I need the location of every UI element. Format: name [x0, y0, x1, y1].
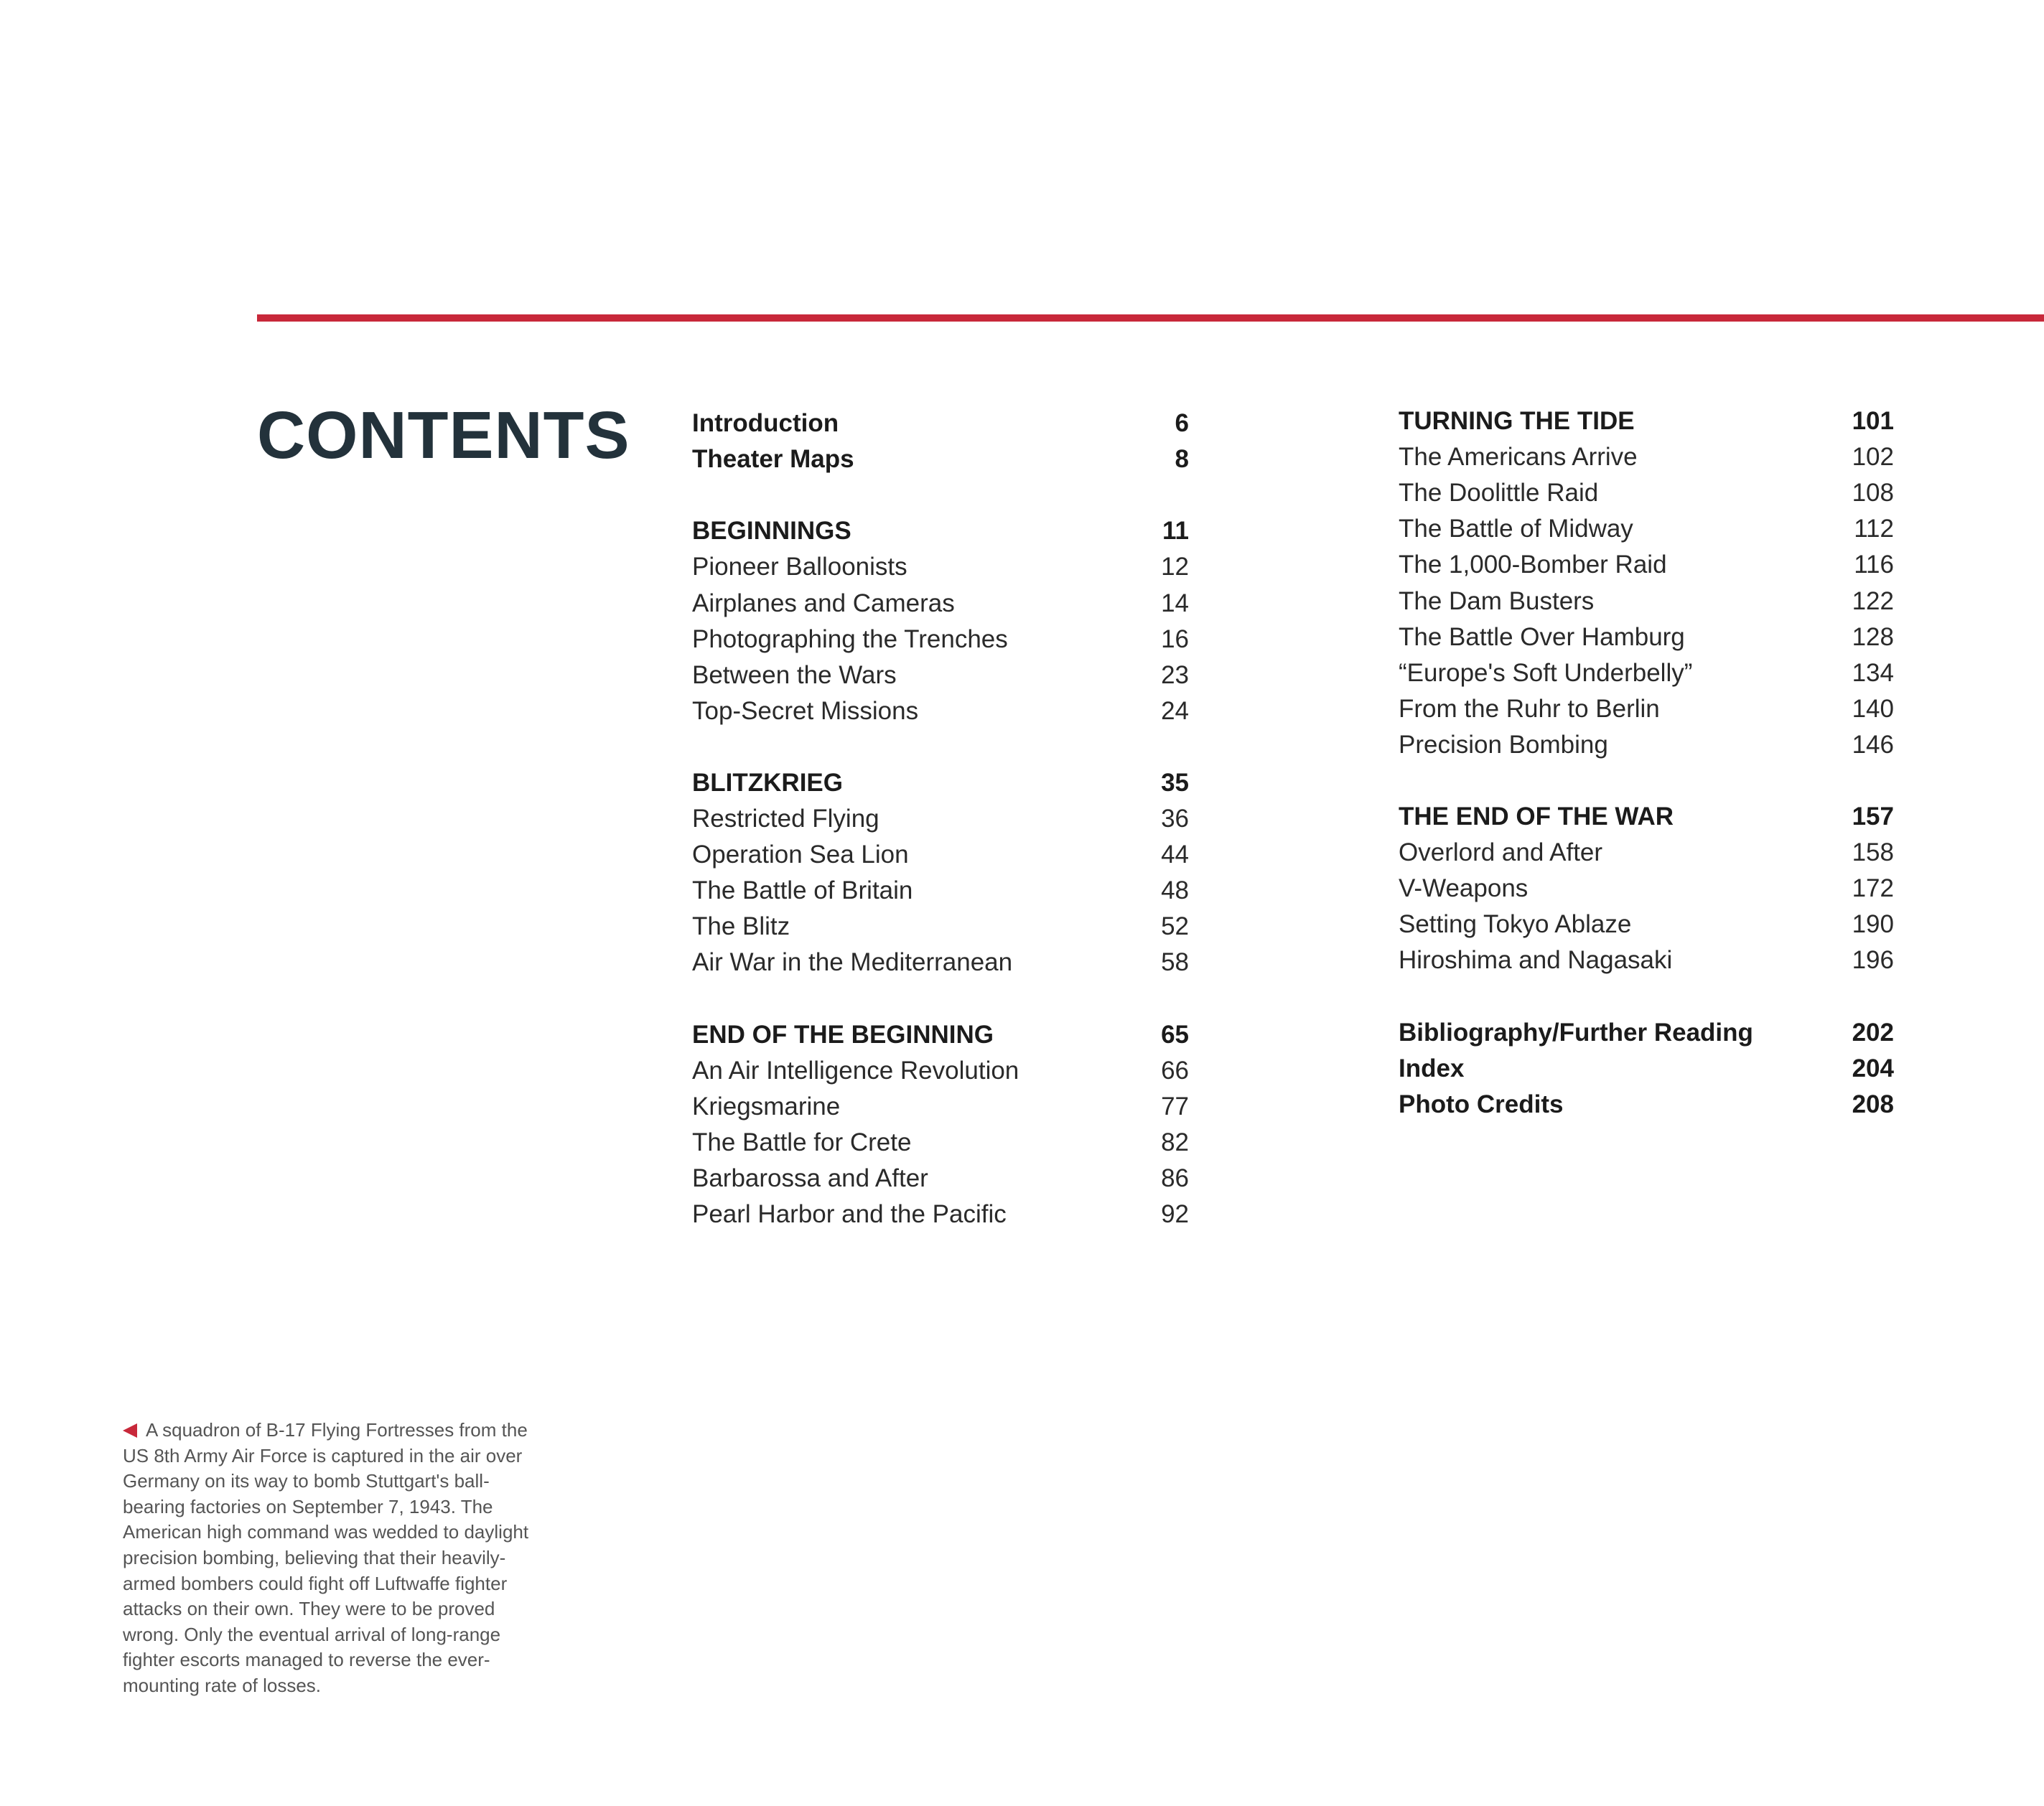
- page-title: CONTENTS: [257, 398, 630, 472]
- toc-page-number: 157: [1852, 803, 1894, 831]
- toc-entry-row: [1399, 511, 1894, 547]
- group-spacer: [1399, 763, 1894, 799]
- toc-page-number: 112: [1854, 515, 1894, 543]
- toc-entry-row: [692, 693, 1189, 729]
- toc-heading-row: [692, 513, 1189, 549]
- toc-heading-row: [1399, 403, 1894, 439]
- toc-entry-row: [1399, 942, 1894, 978]
- toc-heading-row: [692, 765, 1189, 801]
- toc-entry-row: [692, 801, 1189, 837]
- toc-entry-title: From the Ruhr to Berlin: [1399, 694, 1660, 723]
- toc-entry-row: [692, 1125, 1189, 1161]
- group-spacer: [1399, 979, 1894, 1015]
- toc-entry-row: [692, 585, 1189, 621]
- toc-page-number: 202: [1852, 1018, 1894, 1047]
- toc-entry-title: V-Weapons: [1399, 874, 1529, 903]
- toc-page-number: 77: [1161, 1092, 1189, 1120]
- toc-page-number: 128: [1852, 622, 1894, 651]
- toc-entry-title: The Battle of Midway: [1399, 515, 1633, 543]
- toc-page-number: 140: [1852, 694, 1894, 723]
- toc-page-number: 204: [1852, 1054, 1894, 1082]
- toc-entry-title: BLITZKRIEG: [692, 768, 843, 797]
- toc-entry-title: Air War in the Mediterranean: [692, 948, 1013, 977]
- toc-entry-row: [1399, 655, 1894, 691]
- toc-heading-row: [692, 406, 1189, 441]
- toc-entry-title: The Dam Busters: [1399, 586, 1595, 615]
- toc-entry-title: END OF THE BEGINNING: [692, 1020, 994, 1049]
- toc-entry-title: The Doolittle Raid: [1399, 479, 1599, 507]
- toc-entry-row: [1399, 691, 1894, 727]
- toc-entry-title: Operation Sea Lion: [692, 841, 909, 869]
- toc-page-number: 52: [1161, 912, 1189, 941]
- toc-page-number: 36: [1161, 805, 1189, 833]
- toc-page-number: 12: [1161, 553, 1189, 581]
- toc-page-number: 108: [1852, 479, 1894, 507]
- toc-entry-title: The Battle Over Hamburg: [1399, 622, 1685, 651]
- toc-entry-title: Restricted Flying: [692, 805, 879, 833]
- toc-entry-row: [1399, 547, 1894, 583]
- toc-entry-row: [692, 1053, 1189, 1089]
- toc-page-number: 65: [1161, 1020, 1189, 1049]
- toc-column-right: [1399, 403, 1894, 1123]
- toc-page-number: 58: [1161, 948, 1189, 977]
- toc-page-number: 208: [1852, 1090, 1894, 1118]
- toc-page-number: 16: [1161, 624, 1189, 653]
- toc-entry-title: Photo Credits: [1399, 1090, 1564, 1118]
- toc-entry-title: Setting Tokyo Ablaze: [1399, 910, 1632, 939]
- toc-entry-title: The Blitz: [692, 912, 790, 941]
- toc-entry-row: [692, 658, 1189, 693]
- toc-entry-row: [1399, 727, 1894, 763]
- toc-page-number: 92: [1161, 1200, 1189, 1229]
- toc-heading-row: [692, 441, 1189, 477]
- toc-page-number: 86: [1161, 1164, 1189, 1193]
- toc-entry-row: [692, 837, 1189, 873]
- toc-entry-row: [1399, 835, 1894, 871]
- toc-page-number: 190: [1852, 910, 1894, 939]
- toc-entry-row: [692, 1197, 1189, 1232]
- toc-page-number: 44: [1161, 841, 1189, 869]
- toc-page-number: 24: [1161, 696, 1189, 725]
- toc-entry-row: [1399, 619, 1894, 655]
- toc-entry-row: [692, 549, 1189, 585]
- toc-entry-title: The Battle for Crete: [692, 1128, 912, 1156]
- toc-page-number: 35: [1161, 768, 1189, 797]
- toc-entry-row: [1399, 475, 1894, 511]
- toc-entry-row: [692, 945, 1189, 981]
- toc-heading-row: [1399, 1015, 1894, 1051]
- toc-column-left: [692, 406, 1189, 1232]
- toc-page-number: 48: [1161, 876, 1189, 905]
- toc-entry-row: [692, 1089, 1189, 1125]
- toc-entry-title: Kriegsmarine: [692, 1092, 841, 1120]
- toc-entry-title: “Europe's Soft Underbelly”: [1399, 658, 1693, 687]
- toc-entry-row: [692, 909, 1189, 945]
- toc-entry-title: An Air Intelligence Revolution: [692, 1056, 1019, 1085]
- red-divider-rule: [257, 314, 2044, 322]
- toc-entry-row: [1399, 439, 1894, 475]
- toc-entry-row: [1399, 871, 1894, 907]
- toc-heading-row: [1399, 799, 1894, 835]
- toc-entry-title: THE END OF THE WAR: [1399, 803, 1674, 831]
- left-triangle-icon: [123, 1423, 137, 1438]
- group-spacer: [692, 477, 1189, 513]
- toc-entry-title: Introduction: [692, 409, 839, 438]
- toc-entry-title: Pioneer Balloonists: [692, 553, 907, 581]
- toc-entry-title: Photographing the Trenches: [692, 624, 1008, 653]
- toc-page-number: 8: [1175, 445, 1189, 474]
- toc-entry-title: Top-Secret Missions: [692, 696, 919, 725]
- toc-entry-title: Bibliography/Further Reading: [1399, 1018, 1753, 1047]
- toc-entry-title: Between the Wars: [692, 660, 897, 689]
- toc-entry-title: BEGINNINGS: [692, 517, 851, 546]
- toc-entry-title: The Battle of Britain: [692, 876, 913, 905]
- toc-entry-title: Pearl Harbor and the Pacific: [692, 1200, 1007, 1229]
- toc-entry-row: [692, 1161, 1189, 1197]
- toc-entry-title: Barbarossa and After: [692, 1164, 928, 1193]
- toc-page-number: 11: [1162, 517, 1189, 546]
- toc-entry-title: TURNING THE TIDE: [1399, 407, 1635, 436]
- toc-heading-row: [692, 1017, 1189, 1053]
- toc-page-number: 146: [1852, 730, 1894, 759]
- toc-entry-title: The 1,000-Bomber Raid: [1399, 551, 1667, 579]
- toc-page-number: 14: [1161, 589, 1189, 617]
- toc-page-number: 158: [1852, 838, 1894, 867]
- toc-page-number: 66: [1161, 1056, 1189, 1085]
- toc-entry-title: Precision Bombing: [1399, 730, 1608, 759]
- toc-entry-title: Theater Maps: [692, 445, 854, 474]
- caption-text: A squadron of B-17 Flying Fortresses from the US 8th Army Air Force is captured in the air over Germany on its way to bomb Stuttgart's ball-bearing factories on September 7, 1943. The American high command was wedded to daylight precision bombing, believing that their heavily-armed bombers could fight off Luftwaffe fighter attacks on their own. They were to be proved wrong. Only the eventual arrival of long-range fighter escorts managed to reverse the ever-mounting rate of losses.: [123, 1419, 529, 1696]
- toc-entry-title: Overlord and After: [1399, 838, 1603, 867]
- toc-entry-title: Hiroshima and Nagasaki: [1399, 946, 1673, 975]
- toc-entry-title: Index: [1399, 1054, 1465, 1082]
- toc-heading-row: [1399, 1087, 1894, 1123]
- toc-entry-row: [692, 622, 1189, 658]
- toc-page-number: 101: [1852, 407, 1894, 436]
- toc-heading-row: [1399, 1051, 1894, 1087]
- toc-entry-row: [692, 873, 1189, 909]
- group-spacer: [692, 981, 1189, 1017]
- toc-page-number: 116: [1854, 551, 1894, 579]
- group-spacer: [692, 729, 1189, 765]
- toc-entry-title: The Americans Arrive: [1399, 443, 1638, 472]
- toc-page-number: 196: [1852, 946, 1894, 975]
- toc-entry-row: [1399, 583, 1894, 619]
- toc-entry-row: [1399, 907, 1894, 942]
- toc-page-number: 102: [1852, 443, 1894, 472]
- toc-page-number: 23: [1161, 660, 1189, 689]
- toc-page-number: 172: [1852, 874, 1894, 903]
- toc-page-number: 6: [1175, 409, 1189, 438]
- toc-entry-title: Airplanes and Cameras: [692, 589, 955, 617]
- photo-caption: [123, 1418, 546, 1699]
- toc-page-number: 122: [1852, 586, 1894, 615]
- toc-page-number: 82: [1161, 1128, 1189, 1156]
- toc-page-number: 134: [1852, 658, 1894, 687]
